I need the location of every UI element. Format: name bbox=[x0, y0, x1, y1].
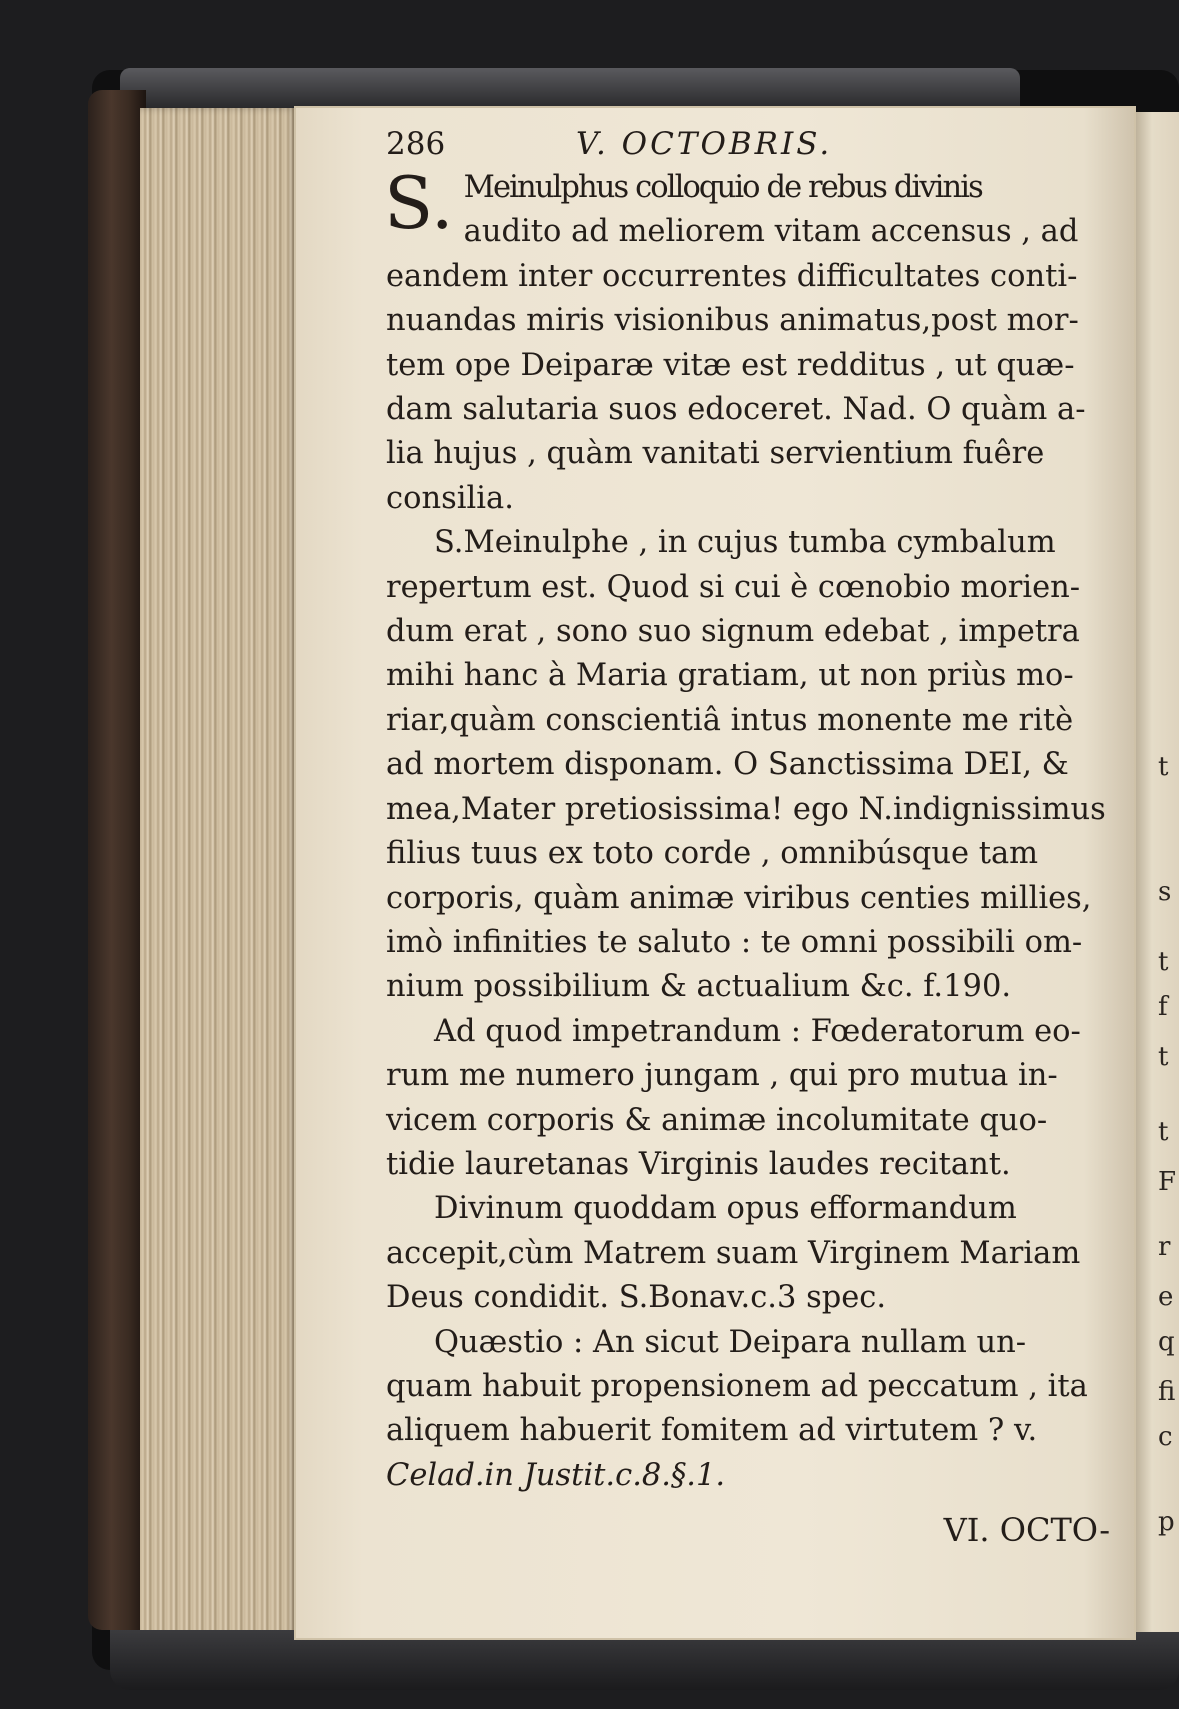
book-cover-bottom bbox=[110, 1630, 1179, 1690]
text-line: filius tuus ex toto corde , omnibúsque tam bbox=[386, 836, 1039, 872]
text-line: Ad quod impetrandum : Fœderatorum eo- bbox=[434, 1013, 1081, 1049]
text-line: tem ope Deiparæ vitæ est redditus , ut quæ- bbox=[386, 347, 1075, 383]
text-line: rum me numero jungam , qui pro mutua in- bbox=[386, 1058, 1058, 1094]
facing-page-fragment: r bbox=[1158, 1232, 1171, 1262]
book-spine bbox=[88, 90, 146, 1630]
text-line: Deus condidit. S.Bonav.c.3 spec. bbox=[386, 1280, 887, 1316]
text-line: accepit,cùm Matrem suam Virginem Mariam bbox=[386, 1235, 1081, 1271]
text-line: S.Meinulphe , in cujus tumba cymbalum bbox=[434, 525, 1056, 561]
page-text bbox=[386, 122, 1126, 1553]
text-line: Meinulphus colloquio de rebus divinis bbox=[463, 170, 982, 205]
text-line: corporis, quàm animæ viribus centies millies, bbox=[386, 880, 1092, 916]
paragraph-2 bbox=[386, 521, 1126, 1009]
facing-page-fragment: q bbox=[1158, 1327, 1175, 1357]
text-line: ad mortem disponam. O Sanctissima DEI, & bbox=[386, 747, 1069, 783]
text-line: nuandas miris visionibus animatus,post mor- bbox=[386, 303, 1079, 339]
text-line: Divinum quoddam opus efformandum bbox=[434, 1191, 1017, 1227]
text-line: eandem inter occurrentes difficultates conti- bbox=[386, 258, 1078, 294]
paragraph-4 bbox=[386, 1187, 1126, 1320]
facing-page-fragment: F bbox=[1158, 1167, 1177, 1197]
drop-cap: S. bbox=[384, 161, 454, 245]
text-line: imò infinities te saluto : te omni possibili om- bbox=[386, 924, 1083, 960]
text-line: quam habuit propensionem ad peccatum , ita bbox=[386, 1368, 1088, 1404]
paragraph-3 bbox=[386, 1010, 1126, 1188]
text-line: mea,Mater pretiosissima! ego N.indignissimus bbox=[386, 791, 1106, 827]
facing-page-fragment: s bbox=[1158, 877, 1172, 907]
catchword: VI. OCTO- bbox=[943, 1511, 1110, 1550]
text-line: riar,quàm conscientiâ intus monente me ritè bbox=[386, 702, 1074, 738]
paragraph-1 bbox=[384, 161, 1126, 521]
facing-page-fragment: t bbox=[1158, 1117, 1169, 1147]
text-line: nium possibilium & actualium &c. f.190. bbox=[386, 969, 1012, 1005]
text-line: Celad.in Justit.c.8.§.1. bbox=[386, 1457, 726, 1493]
facing-page-fragment: fi bbox=[1158, 1377, 1176, 1407]
text-line: aliquem habuerit fomitem ad virtutem ? v. bbox=[386, 1413, 1038, 1449]
book-cover-top bbox=[120, 68, 1020, 108]
facing-page-fragment: f bbox=[1158, 992, 1168, 1022]
text-line: audito ad meliorem vitam accensus , ad bbox=[463, 214, 1079, 250]
facing-page-fragment: e bbox=[1158, 1282, 1174, 1312]
page-edges bbox=[140, 108, 298, 1643]
text-line: mihi hanc à Maria gratiam, ut non priùs mo- bbox=[386, 658, 1074, 694]
page-header bbox=[386, 122, 1126, 166]
text-line: consilia. bbox=[386, 480, 514, 516]
text-line: dam salutaria suos edoceret. Nad. O quàm a- bbox=[386, 392, 1086, 428]
paragraph-5 bbox=[386, 1321, 1126, 1499]
facing-page-fragment: t bbox=[1158, 947, 1169, 977]
text-line: vicem corporis & animæ incolumitate quo- bbox=[386, 1102, 1048, 1138]
text-line: tidie lauretanas Virginis laudes recitant. bbox=[386, 1146, 1011, 1182]
running-title: V. OCTOBRIS. bbox=[576, 126, 833, 162]
facing-page-edge bbox=[1134, 112, 1179, 1632]
text-line: repertum est. Quod si cui è cœnobio morien- bbox=[386, 569, 1081, 605]
facing-page-fragment: c bbox=[1158, 1422, 1173, 1452]
page-number: 286 bbox=[386, 126, 446, 162]
facing-page-fragment: p bbox=[1158, 1507, 1175, 1537]
text-line: lia hujus , quàm vanitati servientium fuêre bbox=[386, 436, 1045, 472]
facing-page-fragment: t bbox=[1158, 1042, 1169, 1072]
facing-page-fragment: t bbox=[1158, 752, 1169, 782]
text-line: Quæstio : An sicut Deipara nullam un- bbox=[434, 1324, 1027, 1360]
text-line: dum erat , sono suo signum edebat , impetra bbox=[386, 614, 1080, 650]
